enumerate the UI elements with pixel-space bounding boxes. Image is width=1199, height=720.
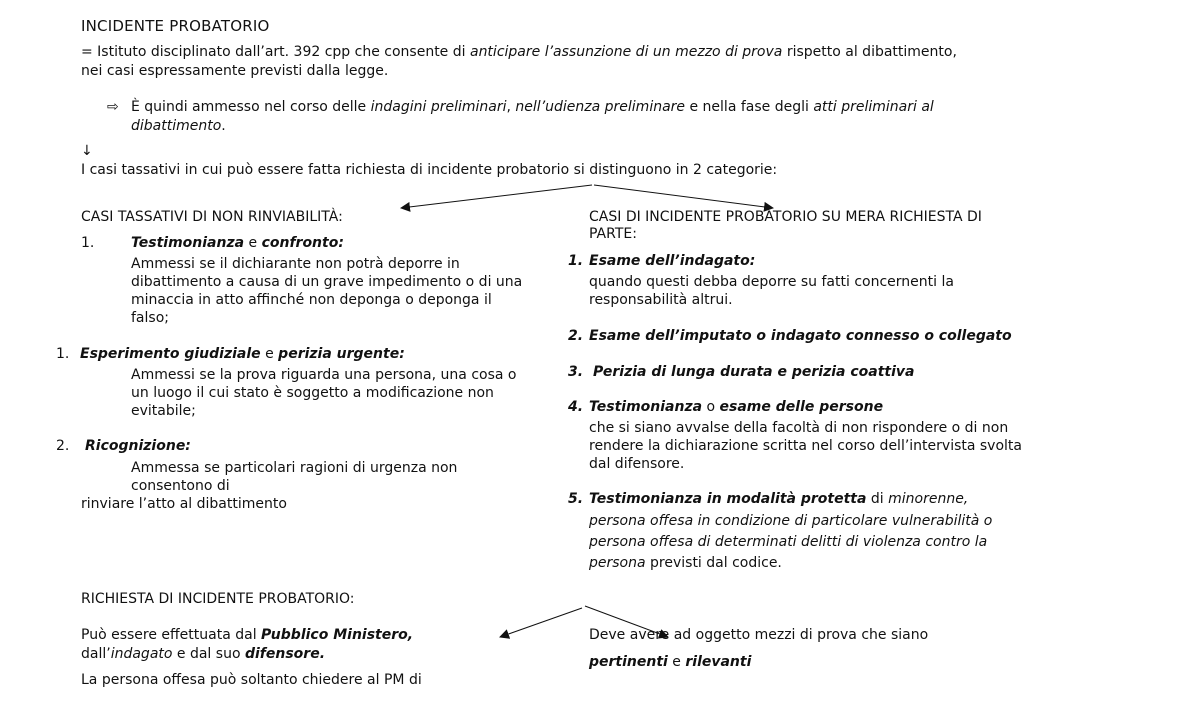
richiesta-text: e dal suo	[172, 646, 245, 662]
richiesta-em-pertinenti: pertinenti	[589, 654, 668, 670]
richiesta-conj: e	[667, 654, 686, 670]
right-item3-title	[593, 363, 914, 381]
left-item3-title	[85, 437, 191, 455]
item-title-esame-imputato: Esame dell’imputato o indagato connesso o collegato	[589, 328, 1012, 344]
left-item3-tail: rinviare l’atto al dibattimento	[81, 496, 287, 512]
right-item5-title	[589, 490, 968, 508]
richiesta-em-difensore: difensore.	[244, 646, 326, 662]
arrow-bullet-icon: ⇨	[107, 99, 119, 115]
num-label: 5.	[568, 491, 584, 507]
richiesta-text: dall’	[81, 646, 111, 662]
left-item2-desc-3: evitabile;	[131, 403, 196, 419]
bullet-em-dibattimento: dibattimento	[131, 118, 222, 134]
item-title-perizia: perizia urgente:	[278, 346, 405, 362]
intro-text: = Istituto disciplinato dall’art. 392 cpp che consente di	[81, 44, 470, 60]
item-conj: e	[244, 235, 262, 251]
item-conj: o	[702, 399, 720, 415]
left-heading: CASI TASSATIVI DI NON RINVIABILITÀ:	[81, 209, 343, 225]
right-item1-desc-2: responsabilità altrui.	[589, 292, 733, 308]
left-item1-desc-2: dibattimento a causa di un grave impedimento o di una	[131, 274, 523, 290]
right-item4-desc-2: rendere la dichiarazione scritta nel corso dell’intervista svolta	[589, 438, 1022, 454]
left-item1-num: 1.	[81, 235, 95, 251]
intro-text-end: rispetto al dibattimento,	[782, 44, 957, 60]
left-item1-desc-1: Ammessi se il dichiarante non potrà deporre in	[131, 256, 460, 272]
item-title-testimonianza-protetta: Testimonianza in modalità protetta	[589, 491, 867, 507]
right-item1-desc-1: quando questi debba deporre su fatti concernenti la	[589, 274, 954, 290]
item-title-testimonianza: Testimonianza	[589, 399, 703, 415]
richiesta-text: Può essere effettuata dal	[81, 627, 262, 643]
left-item1-desc-3: minaccia in atto affinché non deponga o deponga il	[131, 292, 492, 308]
item-title-testimonianza: Testimonianza	[131, 235, 245, 251]
item-text: previsti dal codice.	[645, 555, 782, 571]
richiesta-right-line-2	[589, 653, 751, 671]
right-item3-num	[568, 363, 583, 381]
right-item2-title	[589, 327, 1012, 345]
bullet-text: È quindi ammesso nel corso delle	[131, 99, 371, 115]
item-em-minorenne: minorenne,	[888, 491, 969, 507]
item-title-perizia-lunga: Perizia di lunga durata e perizia coattiva	[593, 364, 915, 380]
arrow-left-bottom	[500, 608, 582, 637]
right-item4-desc-3: dal difensore.	[589, 456, 685, 472]
right-item5-line-2: persona offesa in condizione di particolare vulnerabilità o	[589, 513, 993, 529]
num-label: 4.	[568, 399, 584, 415]
richiesta-left-line-2	[81, 645, 325, 663]
richiesta-em-indagato: indagato	[110, 646, 173, 662]
left-item2-desc-2: un luogo il cui stato è soggetto a modificazione non	[131, 385, 494, 401]
left-item3-desc-2: consentono di	[131, 478, 230, 494]
left-item3-num: 2.	[56, 438, 70, 454]
right-item1-title	[589, 252, 755, 270]
arrow-left-top	[401, 185, 592, 208]
item-title-esperimento: Esperimento giudiziale	[80, 346, 261, 362]
item-title-ricognizione: Ricognizione:	[85, 438, 191, 454]
page-title: INCIDENTE PROBATORIO	[81, 17, 270, 35]
bullet-sep: ,	[506, 99, 516, 115]
intro-emphasis: anticipare l’assunzione di un mezzo di prova	[469, 44, 783, 60]
right-item1-num	[568, 252, 583, 270]
right-item4-desc-1: che si siano avvalse della facoltà di non rispondere o di non	[589, 420, 1009, 436]
bullet-em-udienza: nell’udienza preliminare	[515, 99, 686, 115]
richiesta-left-line-1	[81, 626, 413, 644]
bullet-em-indagini: indagini preliminari	[370, 99, 507, 115]
categories-line: I casi tassativi in cui può essere fatta richiesta di incidente probatorio si distinguono in 2 categorie:	[81, 162, 778, 178]
right-item2-num	[568, 327, 583, 345]
right-item4-num	[568, 398, 583, 416]
down-arrow-icon: ↓	[81, 143, 93, 159]
richiesta-em-pm: Pubblico Ministero,	[261, 627, 414, 643]
intro-line-2: nei casi espressamente previsti dalla legge.	[81, 63, 389, 79]
richiesta-heading: RICHIESTA DI INCIDENTE PROBATORIO:	[81, 591, 355, 607]
richiesta-right-line-1: Deve avere ad oggetto mezzi di prova che siano	[589, 627, 929, 643]
right-item5-num	[568, 490, 583, 508]
left-item1-desc-4: falso;	[131, 310, 169, 326]
right-item5-line-3: persona offesa di determinati delitti di violenza contro la	[589, 534, 988, 550]
left-item2-desc-1: Ammessi se la prova riguarda una persona, una cosa o	[131, 367, 517, 383]
left-item3-desc-1: Ammessa se particolari ragioni di urgenza non	[131, 460, 458, 476]
item-title-confronto: confronto:	[261, 235, 344, 251]
richiesta-left-line-3: La persona offesa può soltanto chiedere al PM di	[81, 672, 422, 688]
right-item4-title	[589, 398, 883, 416]
right-heading-1: CASI DI INCIDENTE PROBATORIO SU MERA RICHIESTA DI	[589, 209, 982, 225]
left-item2-title	[80, 345, 405, 363]
right-heading-2: PARTE:	[589, 226, 637, 242]
num-label: 1.	[568, 253, 584, 269]
num-label: 2.	[568, 328, 584, 344]
bullet-em-atti: atti preliminari al	[813, 99, 934, 115]
item-conj: e	[260, 346, 279, 362]
item-conj: di	[866, 491, 889, 507]
item-title-esame-persone: esame delle persone	[719, 399, 884, 415]
item-em-persona: persona	[589, 555, 646, 571]
bullet-period: .	[221, 118, 226, 134]
richiesta-em-rilevanti: rilevanti	[685, 654, 752, 670]
right-item5-line-4	[589, 554, 782, 572]
item-title-esame-indagato: Esame dell’indagato:	[589, 253, 756, 269]
arrow-right-top	[594, 185, 773, 208]
num-label: 3.	[568, 364, 584, 380]
left-item2-num: 1.	[56, 346, 70, 362]
left-item1-title	[131, 234, 344, 252]
bullet-text-2: e nella fase degli	[685, 99, 814, 115]
